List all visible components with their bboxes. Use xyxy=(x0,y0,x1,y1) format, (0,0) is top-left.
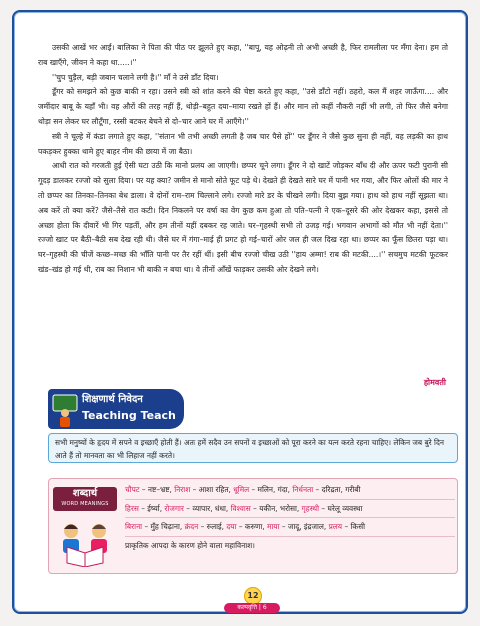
story-paragraph: उसकी आखें भर आईं। बालिका ने पिता की पीठ पर झूलते हुए कहा, ''बापू, यह ओढ़नी तो अभी अच्छी है, फिर रामलीला पर मँगा देना। हम तो राब खाएँगे, जीवन ने कहा था.....।'' xyxy=(38,43,448,67)
word-meaning: – किसी xyxy=(342,522,365,531)
word-term: निर्धनता xyxy=(292,485,314,494)
word-meaning: – घरेलू व्यवस्था xyxy=(319,503,363,513)
word-meanings-title-english: WORD MEANINGS xyxy=(61,501,109,507)
word-term: क्रंदन xyxy=(184,522,199,531)
word-meaning: – करुणा, xyxy=(236,522,267,531)
story-paragraph: ''चुप चुड़ैल, बड़ी जबान चलाने लगी है।'' माँ ने उसे डाँट दिया। xyxy=(52,72,219,82)
word-term: प्रलय xyxy=(328,522,343,531)
word-term: रोजगार xyxy=(164,503,184,513)
word-meaning: – जादू, इंद्रजाल, xyxy=(279,522,329,531)
word-meaning: – नष्ट–भ्रष्ट, xyxy=(139,485,175,494)
word-term: दया xyxy=(226,522,237,531)
page-number: 12 xyxy=(244,587,262,605)
word-meaning-line xyxy=(125,518,455,537)
word-meaning: – आशा रहित, xyxy=(190,485,234,494)
word-meanings-badge xyxy=(53,487,117,511)
story-paragraph: डूँगर को समझने को कुछ बाकी न रहा। उसने स्त्री को शांत करने की चेष्टा करते हुए कहा, ''उसे डाँटो नहीं। ठहरो, कल मैं शहर जाऊँगा.... और जमींदार बाबू के यहाँ भी। वह औरों की तरह नहीं हैं, थोड़ी–बहुत दया–माया रखते हों हैं। और मान लो कहीं नौकरी नहीं भी लगी, तो फिर जैसे बनेगा थोड़ा सन लेकर घर लौटूँगा, रस्सी बटकर बेचने से दो–चार आने घर में आएँगे।'' xyxy=(38,87,448,126)
word-meaning: – रुलाई, xyxy=(198,522,227,531)
word-meanings-list xyxy=(125,481,455,554)
teaching-title-english: Teaching Teach xyxy=(82,409,176,422)
story-paragraph: स्त्री ने चूल्हे में कंडा लगाते हुए कहा, ''संतान भी तभी अच्छी लगती है जब चार पैसे हों'' पर डूँगर ने जैसे कुछ सुना ही नहीं, वह लड़की का हाथ पकड़कर हुक्का थामे हुए बाहर नीम की छाया में जा बैठा। xyxy=(38,131,448,156)
teaching-teach-badge xyxy=(48,389,184,429)
word-term: हिरस xyxy=(125,503,139,513)
word-meaning: – दरिद्रता, गरीबी xyxy=(313,485,361,494)
book-label: कल्पवृत्ति | 6 xyxy=(224,603,280,613)
story-text xyxy=(38,41,448,278)
page-footer xyxy=(212,591,292,611)
word-meaning: – व्यापार, धंधा, xyxy=(183,503,231,513)
word-meaning-line: प्राकृतिक आपदा के कारण होने वाला महाविनाश। xyxy=(125,540,255,550)
word-meaning: – मुँह चिढ़ाना, xyxy=(142,522,185,531)
word-meanings-title-hindi: शब्दार्थ xyxy=(72,488,98,499)
word-term: गृहस्थी xyxy=(301,503,320,513)
word-term: माया xyxy=(266,522,280,531)
word-meaning-line xyxy=(125,481,455,500)
book-page xyxy=(12,10,468,614)
word-meaning: – ईर्ष्या, xyxy=(138,503,165,513)
word-term: बिराना xyxy=(125,522,143,531)
story-paragraph: आधी रात को गरजती हुई ऐसी घटा उठी कि मानो प्रलय आ जाएगी। छप्पर चूने लगा। डूँगर ने दो खाटें जोड़कर बाँध दी और ऊपर फटी पुरानी सी गूदड़ डालकर रज्जो को सुला दिया। पर यह क्या? जमीन से मानो सोते फूट पड़े थे। देखते ही देखते सारे घर में पानी भर गया, और फिर ओलों की मार ने तो छप्पर का तिनका–तिनका बेध डाला। वे दोनों राम–राम चिल्लाने लगे। रज्जो मारे डर के चीखने लगी। दिया बुझ गया। हाथ को हाथ नहीं सूझता था। अब करें तो क्या करें? जैसे–तैसे रात कटी। दिन निकलने पर वर्षा का वेग कुछ कम हुआ तो पति–पत्नी ने एक–दूसरे की ओर देखकर कहा, इससे तो अच्छा होता कि दीवारें भी गिर पड़तीं, और हम तीनों यहीं दबकर रह जाते। घर–गृहस्थी सभी तो उजड़ गई। भगवान अभागों को मौत भी नहीं देता।'' रज्जो खाट पर बैठी–बैठी सब देख रही थी। जैसे घर में गंगा–माई ही प्रगट हो गई–चारों ओर जल ही जल दिख रहा था। छप्पर का फूँस छितरा पड़ा था। घर–गृहस्थी की चीजें कच्छ–मच्छ की भाँति पानी पर तैर रहीं थीं। इसी बीच रज्जो चीख उठी ''हाय अम्मा! राब की मटकी....।'' सचमुच मटकी फूटकर खंड–खंड हो गई थी, राब का निशान भी बाकी न बचा था। वे तीनों आँखें फाड़कर उसकी ओर देखने लगे। xyxy=(38,161,448,274)
word-term: चौपट xyxy=(125,485,140,494)
word-term: विश्वास xyxy=(230,503,251,513)
teaching-note: सभी मनुष्यों के हृदय में सपने व इच्छाएँ होती हैं। अतः हमें सदैव उन सपनों व इच्छाओं को पूरा करने का यत्न करते रहना चाहिए। लेकिन जब बुरे दिन आते हैं तो मानवता का भी लिहाज नहीं करते। xyxy=(48,433,458,463)
word-meaning: – यकीन, भरोसा, xyxy=(250,503,302,513)
author-name: होमवती xyxy=(423,378,446,387)
children-reading-icon xyxy=(53,517,117,567)
word-term: धूमिल xyxy=(233,485,250,494)
teacher-icon xyxy=(51,391,79,427)
word-meaning-line xyxy=(125,500,455,519)
teaching-title-hindi: शिक्षणार्थ निवेदन xyxy=(82,394,143,405)
word-meaning: – मलिन, गंदा, xyxy=(249,485,293,494)
word-term: निराश xyxy=(174,485,191,494)
word-meanings-panel xyxy=(48,478,458,574)
